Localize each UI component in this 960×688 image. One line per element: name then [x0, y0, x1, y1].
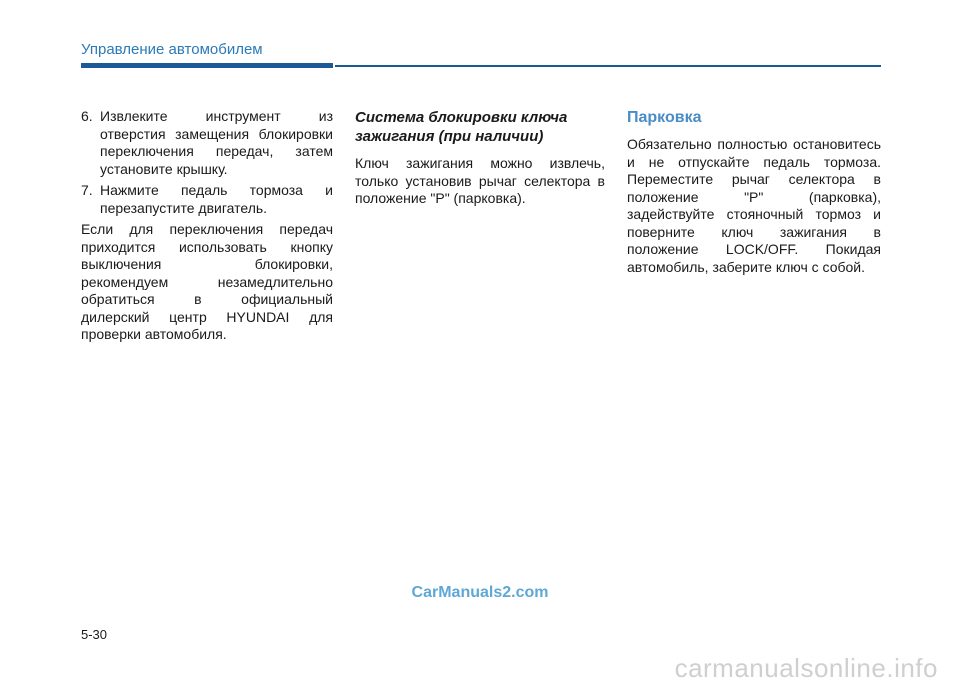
heading-parking: Парковка — [627, 109, 702, 126]
watermark-site: carmanualsonline.info — [674, 653, 938, 683]
page-number: 5-30 — [81, 627, 108, 642]
column-left — [81, 108, 333, 344]
heading-key-interlock: Система блокировки ключа зажигания (при наличии) — [355, 109, 568, 145]
paragraph-parking: Обязательно полностью остановитесь и не отпускайте педаль тормоза. Переместите рычаг селектора в положение "P" (парковка), задействуйте стояночный тормоз и поверните ключ зажигания в положение LOCK/OFF. Покидая автомобиль, заберите ключ с собой. — [627, 136, 881, 275]
list-item-text: Извлеките инструмент из отверстия замещения блокировки переключения передач, затем установите крышку. — [100, 108, 333, 177]
list-item-number: 7. — [81, 182, 93, 198]
paragraph-key-interlock: Ключ зажигания можно извлечь, только установив рычаг селектора в положение "P" (парковка). — [355, 155, 605, 206]
list-item-number: 6. — [81, 108, 93, 124]
column-right — [627, 108, 881, 276]
watermark-link[interactable]: CarManuals2.com — [411, 584, 549, 601]
header-rule-light — [335, 65, 881, 67]
list-item — [81, 182, 333, 217]
header-rule-dark — [81, 63, 333, 68]
section-title: Управление автомобилем — [81, 41, 263, 58]
list-item-text: Нажмите педаль тормоза и перезапустите двигатель. — [100, 182, 333, 216]
column-middle — [355, 108, 605, 208]
paragraph-unlock-button: Если для переключения передач приходится использовать кнопку выключения блокировки, рекомендуем незамедлительно обратиться в официальный дилерский центр HYUNDAI для проверки автомобиля. — [81, 221, 333, 342]
list-item — [81, 108, 333, 178]
